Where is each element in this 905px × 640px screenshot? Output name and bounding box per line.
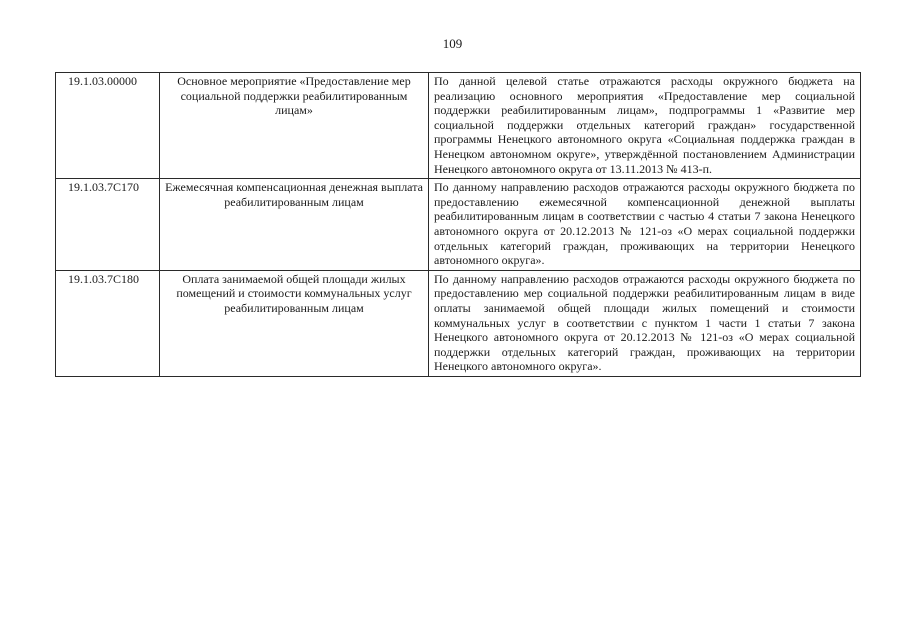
table-row [56,179,861,271]
description-cell: По данной целевой статье отражаются расходы окружного бюджета на реализацию основного мероприятия «Предоставление мер социальной поддержки реабилитированным лицам», подпрограммы 1 «Развитие мер социальной поддержки отдельных категорий граждан» государственной программы Ненецкого автономного округа «Социальная поддержка граждан в Ненецком автономном округе», утверждённой постановлением Администрации Ненецкого автономного округа от 13.11.2013 № 413-п. [429,73,861,179]
page-number: 109 [442,36,463,51]
name-cell: Ежемесячная компенсационная денежная выплата реабилитированным лицам [160,179,429,271]
description-cell: По данному направлению расходов отражаются расходы окружного бюджета по предоставлению мер социальной поддержки реабилитированным лицам в виде оплаты занимаемой общей площади жилых помещений и стоимости коммунальных услуг в соответствии с пунктом 1 части 1 статьи 7 закона Ненецкого автономного округа от 20.12.2013 № 121-оз «О мерах социальной поддержки отдельных категорий граждан, проживающих на территории Ненецкого автономного округа». [429,270,861,376]
description-cell: По данному направлению расходов отражаются расходы окружного бюджета по предоставлению ежемесячной компенсационной денежной выплаты реабилитированным лицам в соответствии с частью 4 статьи 7 закона Ненецкого автономного округа от 20.12.2013 № 121-оз «О мерах социальной поддержки отдельных категорий граждан, проживающих на территории Ненецкого автономного округа». [429,179,861,271]
table-row [56,73,861,179]
name-cell: Оплата занимаемой общей площади жилых помещений и стоимости коммунальных услуг реабилитированным лицам [160,270,429,376]
code-cell: 19.1.03.00000 [56,73,160,179]
code-cell: 19.1.03.7С170 [56,179,160,271]
budget-classification-table [55,72,861,377]
name-cell: Основное мероприятие «Предоставление мер социальной поддержки реабилитированным лицам» [160,73,429,179]
table-row [56,270,861,376]
code-cell: 19.1.03.7С180 [56,270,160,376]
